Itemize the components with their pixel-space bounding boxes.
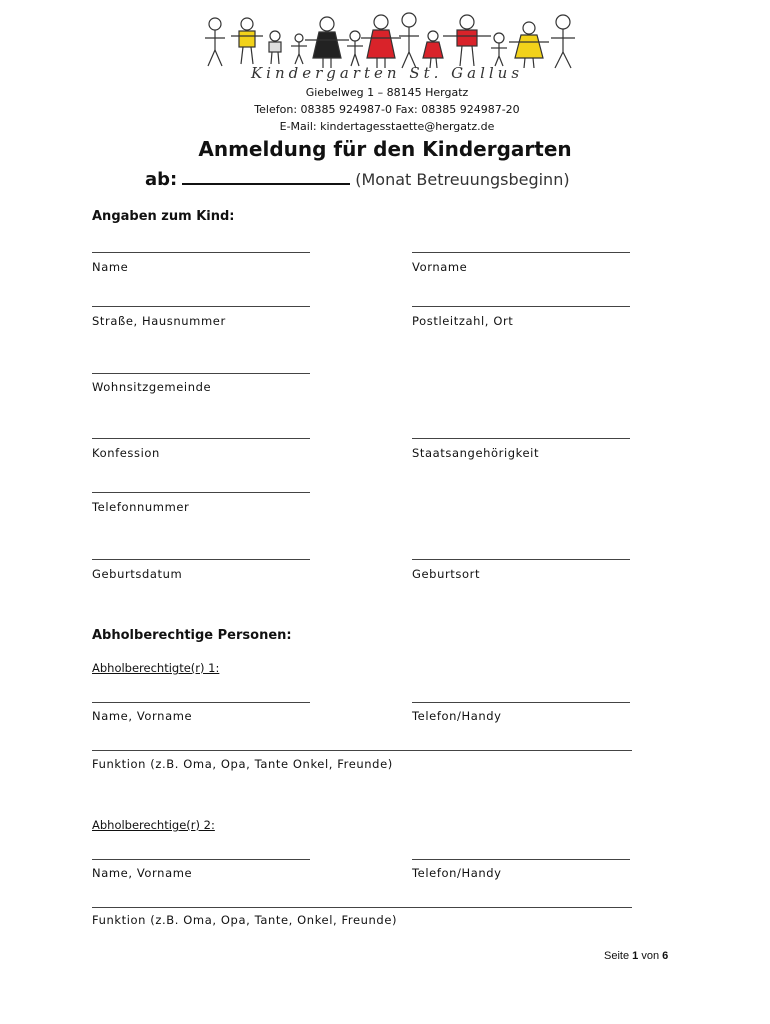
pickup-2-name-label: Name, Vorname — [92, 866, 193, 880]
birthdate-field[interactable] — [92, 559, 310, 560]
postcode-label: Postleitzahl, Ort — [412, 314, 514, 328]
residence-label: Wohnsitzgemeinde — [92, 380, 212, 394]
pickup-2-function-field[interactable] — [92, 907, 632, 908]
street-label: Straße, Hausnummer — [92, 314, 226, 328]
pickup-1-function-field[interactable] — [92, 750, 632, 751]
birthplace-label: Geburtsort — [412, 567, 481, 581]
nationality-label: Staatsangehörigkeit — [412, 446, 540, 460]
phone-label: Telefonnummer — [92, 500, 190, 514]
religion-label: Konfession — [92, 446, 160, 460]
page-of: von — [641, 950, 660, 962]
pickup-1-name-label: Name, Vorname — [92, 709, 193, 723]
phone-fax-line: Telefon: 08385 924987-0 Fax: 08385 924987-20 — [254, 103, 520, 116]
pickup-section-heading: Abholberechtige Personen: — [92, 628, 292, 643]
form-title: Anmeldung für den Kindergarten — [198, 137, 572, 161]
start-month-note: (Monat Betreuungsbeginn) — [355, 170, 570, 189]
postcode-field[interactable] — [412, 306, 630, 307]
residence-field[interactable] — [92, 373, 310, 374]
pickup-2-phone-label: Telefon/Handy — [412, 866, 502, 880]
vorname-field[interactable] — [412, 252, 630, 253]
vorname-label: Vorname — [412, 260, 468, 274]
kindergarten-name: Kindergarten St. Gallus — [250, 64, 524, 82]
page-current: 1 — [632, 950, 639, 962]
pickup-person-2-heading: Abholberechtige(r) 2: — [92, 818, 215, 832]
pickup-person-1-heading: Abholberechtigte(r) 1: — [92, 661, 220, 675]
nationality-field[interactable] — [412, 438, 630, 439]
page-label: Seite — [604, 950, 630, 962]
pickup-2-phone-field[interactable] — [412, 859, 630, 860]
page-total: 6 — [662, 950, 669, 962]
birthplace-field[interactable] — [412, 559, 630, 560]
start-month-label: ab: — [145, 169, 178, 190]
page-number — [604, 950, 668, 962]
address-line: Giebelweg 1 – 88145 Hergatz — [305, 86, 469, 99]
email-line: E-Mail: kindertagesstaette@hergatz.de — [279, 120, 495, 133]
pickup-1-phone-field[interactable] — [412, 702, 630, 703]
religion-field[interactable] — [92, 438, 310, 439]
name-label: Name — [92, 260, 129, 274]
street-field[interactable] — [92, 306, 310, 307]
birthdate-label: Geburtsdatum — [92, 567, 183, 581]
pickup-2-name-field[interactable] — [92, 859, 310, 860]
phone-field[interactable] — [92, 492, 310, 493]
pickup-1-function-label: Funktion (z.B. Oma, Opa, Tante Onkel, Freunde) — [92, 757, 393, 771]
child-section-heading: Angaben zum Kind: — [92, 209, 235, 224]
start-month-row — [145, 169, 570, 190]
pickup-2-function-label: Funktion (z.B. Oma, Opa, Tante, Onkel, Freunde) — [92, 913, 398, 927]
pickup-1-name-field[interactable] — [92, 702, 310, 703]
name-field[interactable] — [92, 252, 310, 253]
start-month-field[interactable] — [182, 169, 350, 185]
pickup-1-phone-label: Telefon/Handy — [412, 709, 502, 723]
